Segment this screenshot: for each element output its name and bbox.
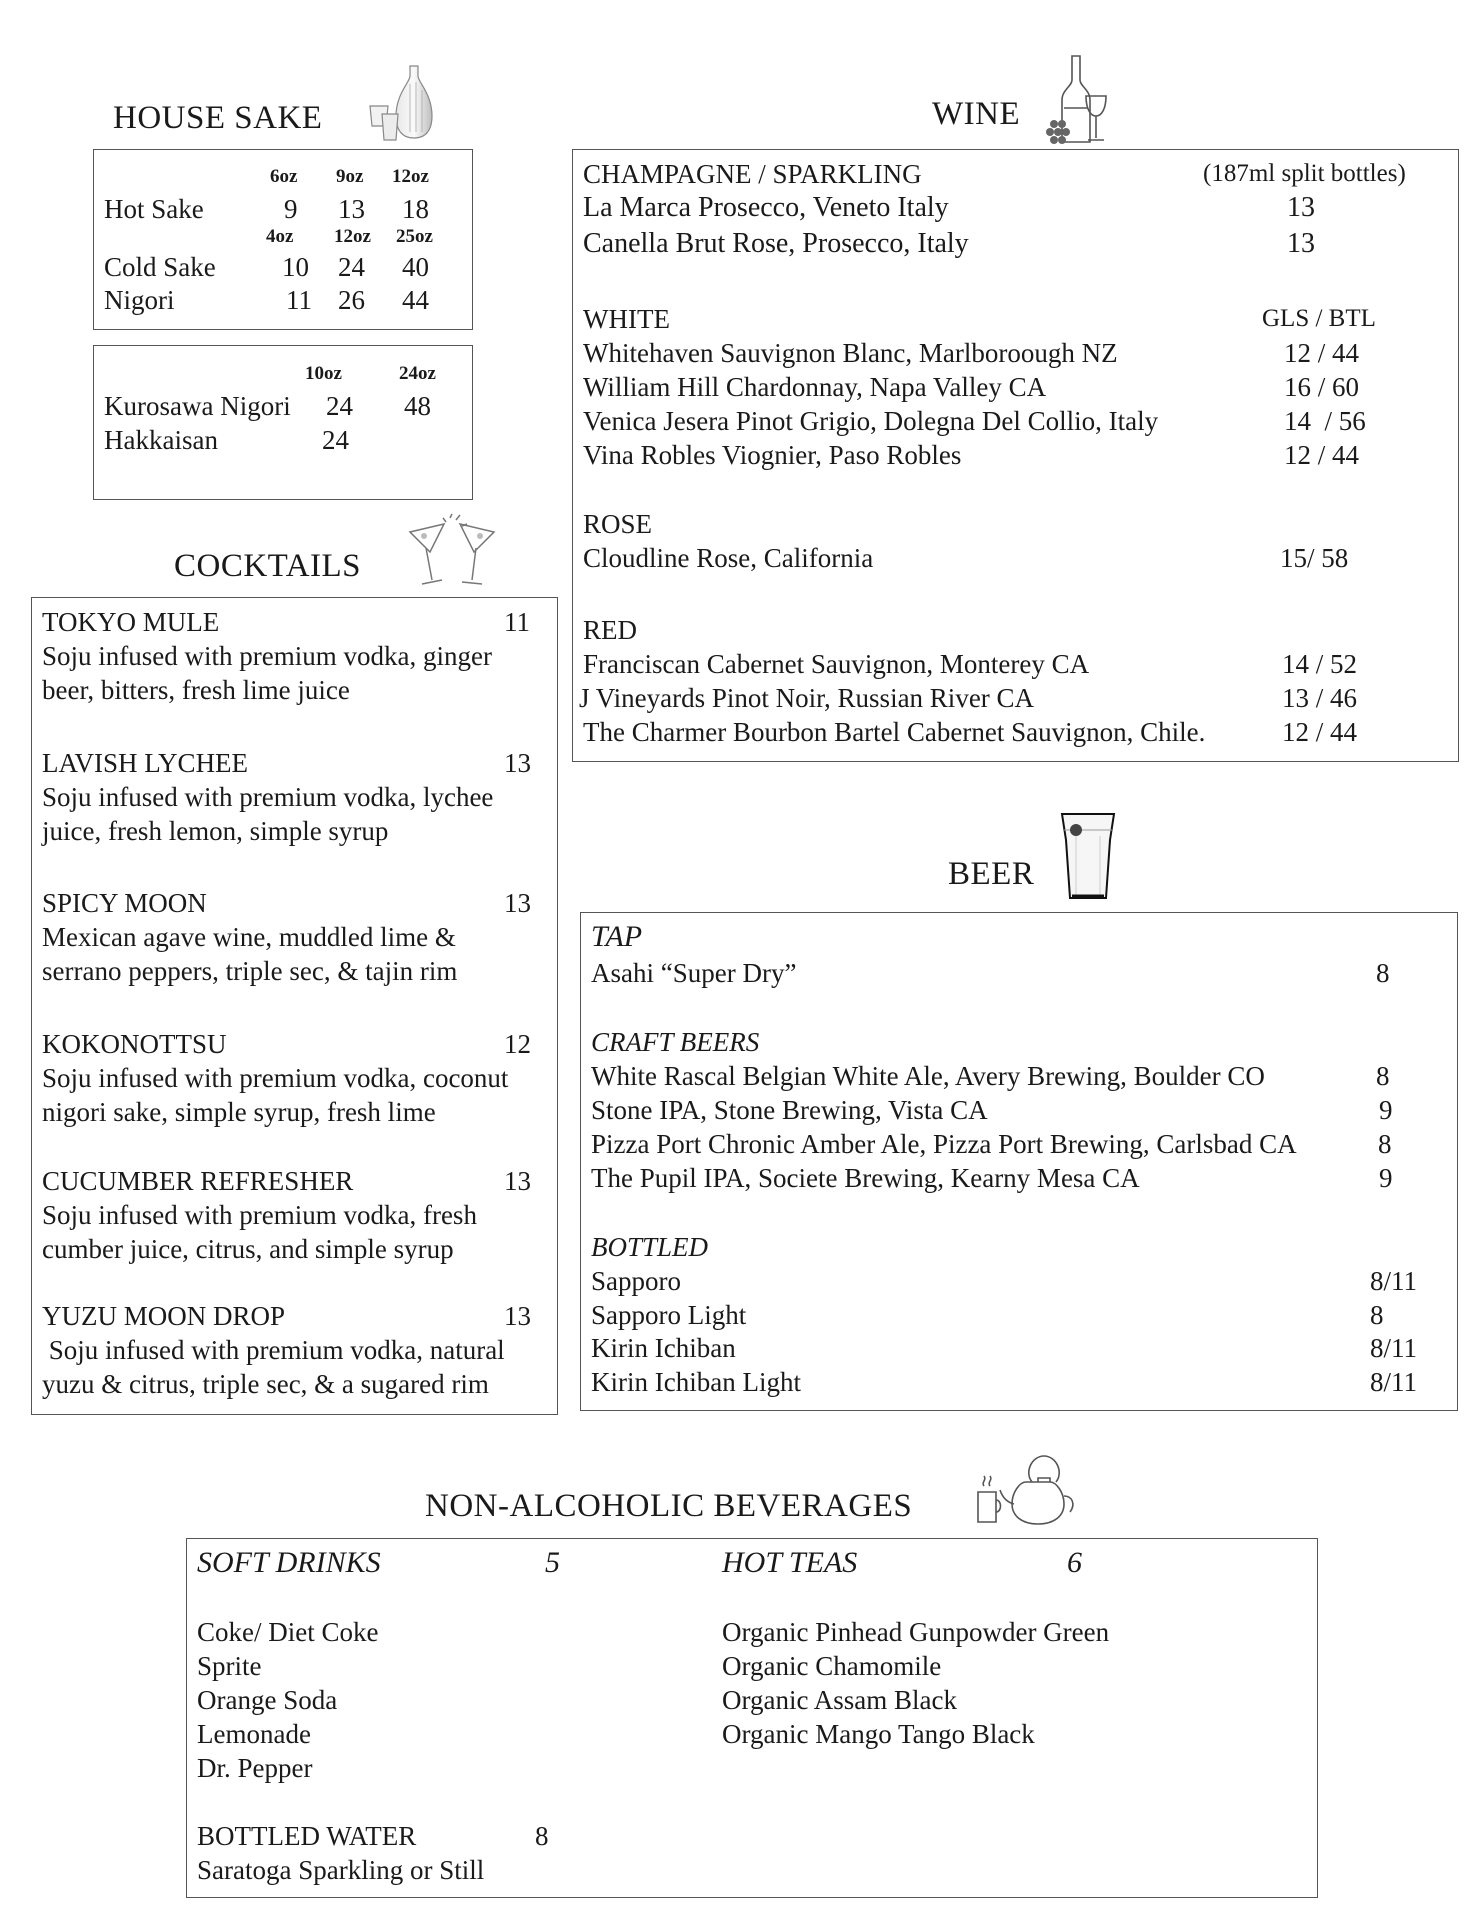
beer-section-header: BOTTLED <box>591 1232 709 1262</box>
teapot-icon <box>972 1452 1084 1528</box>
cocktail-name: SPICY MOON <box>42 888 207 918</box>
cocktail-desc: nigori sake, simple syrup, fresh lime <box>42 1097 436 1127</box>
wine-section-header: ROSE <box>583 509 653 539</box>
hot-tea-item: Organic Chamomile <box>722 1651 942 1681</box>
cocktail-name: YUZU MOON DROP <box>42 1301 286 1331</box>
cocktail-desc: Soju infused with premium vodka, natural <box>42 1335 505 1365</box>
wine-price: 13 <box>1287 192 1315 223</box>
beer-price: 8/11 <box>1370 1367 1417 1397</box>
cocktail-desc: serrano peppers, triple sec, & tajin rim <box>42 956 458 986</box>
cocktail-price: 13 <box>504 1166 531 1196</box>
wine-price: 12 / 44 <box>1284 338 1360 368</box>
wine-name: Venica Jesera Pinot Grigio, Dolegna Del Collio, Italy <box>583 406 1159 436</box>
beer-section-header: TAP <box>591 920 643 953</box>
size-label: 25oz <box>396 226 433 247</box>
wine-section-header: RED <box>583 615 637 645</box>
sake-price: 10 <box>282 252 309 282</box>
beer-name: Sapporo <box>591 1266 681 1296</box>
beer-name: The Pupil IPA, Societe Brewing, Kearny Mesa CA <box>591 1163 1140 1193</box>
sake-price: 24 <box>338 252 365 282</box>
wine-title: WINE <box>932 96 1021 132</box>
house-sake-table-1 <box>93 149 473 330</box>
hot-tea-item: Organic Pinhead Gunpowder Green <box>722 1617 1110 1647</box>
cocktail-desc: cumber juice, citrus, and simple syrup <box>42 1234 454 1264</box>
house-sake-title: HOUSE SAKE <box>113 100 323 136</box>
bottled-water-desc: Saratoga Sparkling or Still <box>197 1855 485 1885</box>
beer-box <box>580 912 1458 1411</box>
cocktail-name: TOKYO MULE <box>42 607 220 637</box>
wine-name: Whitehaven Sauvignon Blanc, Marlboroough NZ <box>583 338 1118 368</box>
wine-name: J Vineyards Pinot Noir, Russian River CA <box>579 683 1035 713</box>
cocktail-name: LAVISH LYCHEE <box>42 748 249 778</box>
beer-price: 8/11 <box>1370 1333 1417 1363</box>
wine-name: Franciscan Cabernet Sauvignon, Monterey CA <box>583 649 1090 679</box>
cocktail-name: KOKONOTTSU <box>42 1029 227 1059</box>
size-label: 12oz <box>334 226 371 247</box>
size-label: 6oz <box>270 166 298 187</box>
beer-section-header: CRAFT BEERS <box>591 1027 760 1057</box>
beer-price: 8/11 <box>1370 1266 1417 1296</box>
beer-name: White Rascal Belgian White Ale, Avery Brewing, Boulder CO <box>591 1061 1265 1091</box>
cocktail-desc: yuzu & citrus, triple sec, & a sugared rim <box>42 1369 489 1399</box>
sake-price: 24 <box>326 391 353 421</box>
wine-price: 13 <box>1287 228 1315 259</box>
soft-drinks-header: SOFT DRINKS <box>197 1546 381 1579</box>
cocktail-desc: Soju infused with premium vodka, ginger <box>42 641 492 671</box>
sake-price: 40 <box>402 252 429 282</box>
wine-price: 12 / 44 <box>1284 440 1360 470</box>
wine-name: The Charmer Bourbon Bartel Cabernet Sauvignon, Chile. <box>583 717 1206 747</box>
beer-pint-icon <box>1058 810 1118 902</box>
non-alcoholic-title: NON-ALCOHOLIC BEVERAGES <box>425 1488 913 1524</box>
bottled-water-price: 8 <box>535 1821 549 1851</box>
sake-name: Nigori <box>104 285 175 315</box>
beer-price: 9 <box>1379 1163 1393 1193</box>
soft-drink-item: Dr. Pepper <box>197 1753 313 1783</box>
sake-name: Hakkaisan <box>104 425 218 455</box>
martini-glasses-icon <box>404 512 504 592</box>
size-label: 12oz <box>392 166 429 187</box>
sake-price: 18 <box>402 194 429 224</box>
cocktail-desc: beer, bitters, fresh lime juice <box>42 675 350 705</box>
cocktail-name: CUCUMBER REFRESHER <box>42 1166 354 1196</box>
beer-price: 8 <box>1376 1061 1390 1091</box>
sake-price: 9 <box>284 194 298 224</box>
wine-name: Vina Robles Viognier, Paso Robles <box>583 440 962 470</box>
sake-price: 11 <box>286 285 312 315</box>
beer-name: Kirin Ichiban Light <box>591 1367 801 1397</box>
wine-section-header: WHITE <box>583 304 670 334</box>
sake-name: Cold Sake <box>104 252 216 282</box>
sake-price: 24 <box>322 425 349 455</box>
beer-name: Stone IPA, Stone Brewing, Vista CA <box>591 1095 988 1125</box>
cocktail-price: 13 <box>504 888 531 918</box>
size-label: 10oz <box>305 363 342 384</box>
beer-name: Sapporo Light <box>591 1300 747 1330</box>
wine-price: 14 / 52 <box>1282 649 1358 679</box>
cocktails-box <box>31 597 558 1415</box>
sake-price: 48 <box>404 391 431 421</box>
sake-price: 26 <box>338 285 365 315</box>
sake-set-icon <box>366 62 444 144</box>
sake-price: 13 <box>338 194 365 224</box>
house-sake-table-2 <box>93 345 473 500</box>
hot-tea-item: Organic Mango Tango Black <box>722 1719 1035 1749</box>
cocktail-desc: Soju infused with premium vodka, fresh <box>42 1200 477 1230</box>
wine-price: 12 / 44 <box>1282 717 1358 747</box>
sake-name: Hot Sake <box>104 194 204 224</box>
beer-name: Asahi “Super Dry” <box>591 958 797 988</box>
wine-price: 14 / 56 <box>1284 406 1366 436</box>
cocktail-price: 13 <box>504 748 531 778</box>
beer-name: Pizza Port Chronic Amber Ale, Pizza Port Brewing, Carlsbad CA <box>591 1129 1297 1159</box>
wine-col-header: GLS / BTL <box>1262 305 1376 332</box>
sake-name: Kurosawa Nigori <box>104 391 291 421</box>
cocktails-title: COCKTAILS <box>174 548 362 584</box>
beer-price: 8 <box>1376 958 1390 988</box>
soft-drink-item: Coke/ Diet Coke <box>197 1617 379 1647</box>
soft-drink-item: Sprite <box>197 1651 262 1681</box>
bottled-water-header: BOTTLED WATER <box>197 1821 417 1851</box>
cocktail-price: 11 <box>504 607 530 637</box>
beer-price: 8 <box>1370 1300 1384 1330</box>
wine-section-header: CHAMPAGNE / SPARKLING <box>583 159 922 189</box>
cocktail-price: 13 <box>504 1301 531 1331</box>
cocktail-desc: Soju infused with premium vodka, lychee <box>42 782 494 812</box>
wine-price: 15/ 58 <box>1280 543 1349 573</box>
soft-drink-item: Lemonade <box>197 1719 311 1749</box>
sake-price: 44 <box>402 285 429 315</box>
beer-title: BEER <box>948 856 1035 892</box>
wine-name: William Hill Chardonnay, Napa Valley CA <box>583 372 1047 402</box>
size-label: 9oz <box>336 166 364 187</box>
hot-teas-price: 6 <box>1067 1546 1082 1579</box>
cocktail-desc: Mexican agave wine, muddled lime & <box>42 922 456 952</box>
size-label: 4oz <box>266 226 294 247</box>
soft-drink-item: Orange Soda <box>197 1685 338 1715</box>
hot-teas-header: HOT TEAS <box>722 1546 858 1579</box>
soft-drinks-price: 5 <box>545 1546 560 1579</box>
cocktail-desc: juice, fresh lemon, simple syrup <box>42 816 389 846</box>
wine-section-note: (187ml split bottles) <box>1203 160 1406 187</box>
beer-name: Kirin Ichiban <box>591 1333 736 1363</box>
wine-price: 13 / 46 <box>1282 683 1358 713</box>
size-label: 24oz <box>399 363 436 384</box>
wine-bottle-icon <box>1042 52 1112 146</box>
wine-price: 16 / 60 <box>1284 372 1360 402</box>
wine-name: La Marca Prosecco, Veneto Italy <box>583 192 949 223</box>
cocktail-price: 12 <box>504 1029 531 1059</box>
wine-box <box>572 149 1459 762</box>
wine-name: Cloudline Rose, California <box>583 543 874 573</box>
non-alcoholic-box <box>186 1538 1318 1898</box>
wine-name: Canella Brut Rose, Prosecco, Italy <box>583 228 969 259</box>
hot-tea-item: Organic Assam Black <box>722 1685 957 1715</box>
beer-price: 8 <box>1378 1129 1392 1159</box>
beer-price: 9 <box>1379 1095 1393 1125</box>
cocktail-desc: Soju infused with premium vodka, coconut <box>42 1063 509 1093</box>
